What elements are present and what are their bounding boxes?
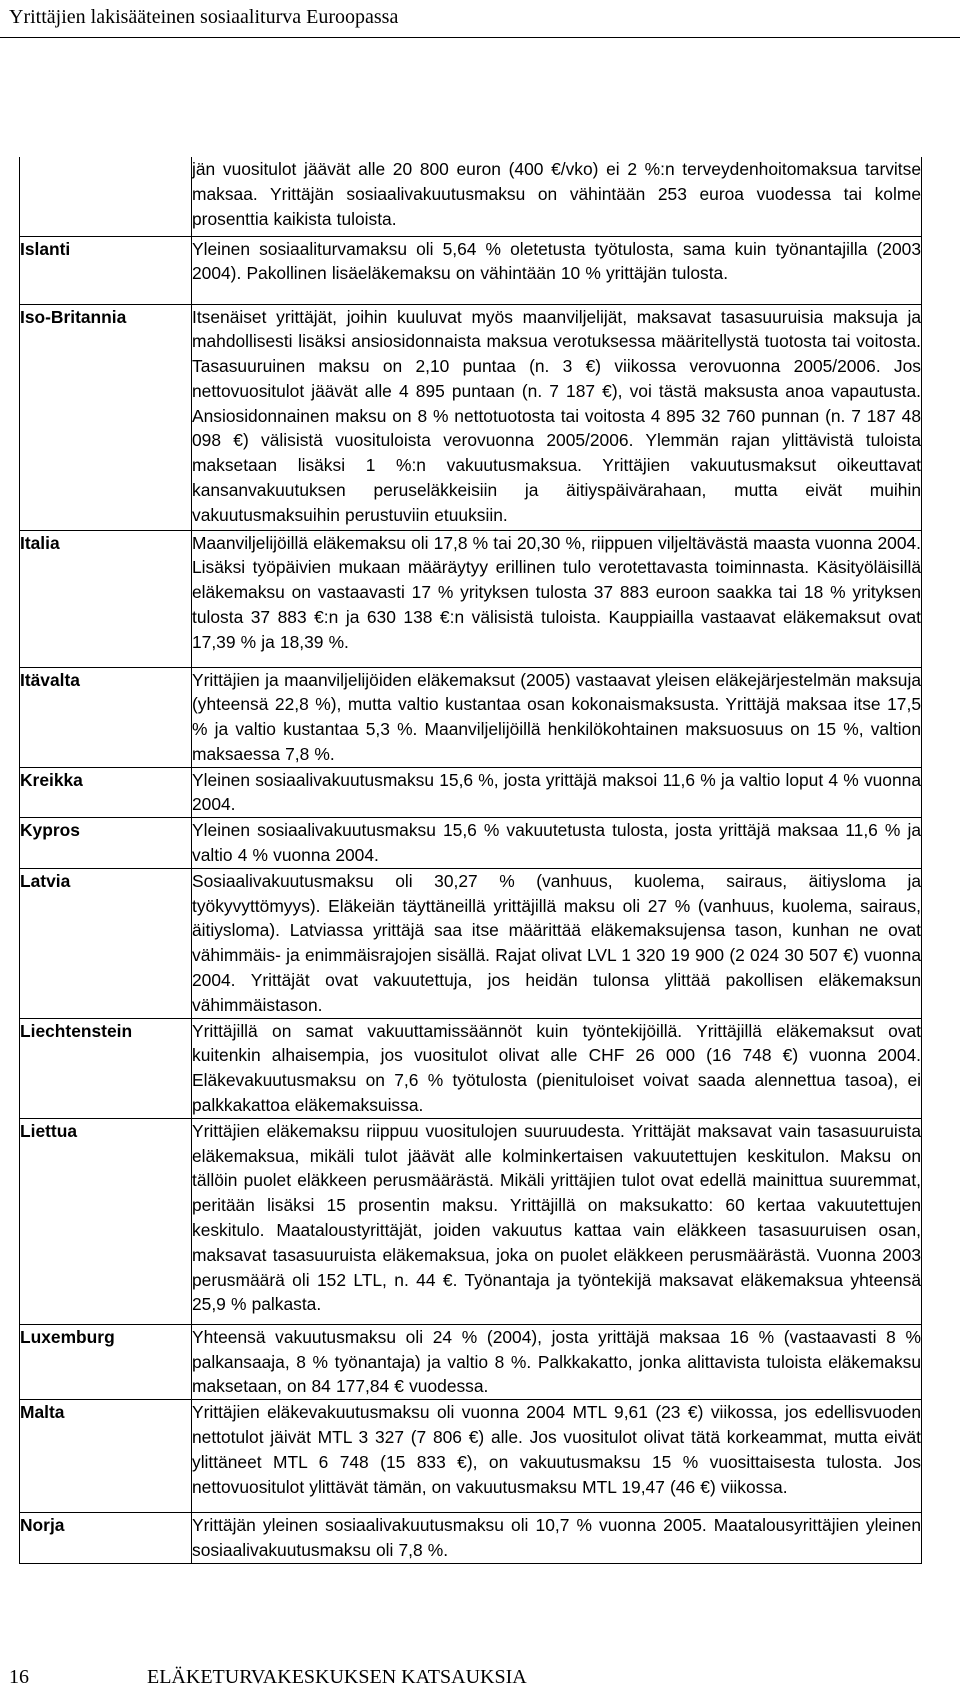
table-row (20, 1400, 922, 1513)
country-name: Kreikka (20, 767, 192, 818)
country-description: Yrittäjien ja maanviljelijöiden eläkemaksut (2005) vastaavat yleisen eläkejärjestelmän maksuja (yhteensä 22,8 %), mutta valtio kustantaa osan kokonaismaksusta. Yrittäjä maksaa itse 17,5 % ja valtio kustantaa 5,3 %. Maanviljelijöillä henkilökohtainen maksuosuus on 15 %, valtion maksaessa 7,8 %. (192, 667, 922, 767)
table-row (20, 667, 922, 767)
country-description: Yrittäjien eläkemaksu riippuu vuositulojen suuruudesta. Yrittäjät maksavat vain tasasuuruista eläkemaksua, mikäli tulot jäävät alle kolminkertaisen vakuutettujen keskitulon. Maksu on tällöin puolet eläkkeen perusmäärästä. Mikäli yrittäjien tulot ovat edellä mainittua suuremmat, peritään lisäksi 15 prosentin maksu. Yrittäjillä on maksukatto: 60 kertaa vakuutettujen keskitulo. Maataloustyrittäjät, joiden vakuutus kattaa vain eläkkeen tasasuuruisen osan, maksavat tasasuuruista eläkemaksua, joka on puolet eläkkeen perusmäärästä. Vuonna 2003 perusmäärä oli 152 LTL, n. 44 €. Työnantaja ja työntekijä maksavat eläkemaksua yhteensä 25,9 % palkasta. (192, 1118, 922, 1324)
country-name: Luxemburg (20, 1324, 192, 1399)
publication-name: ELÄKETURVAKESKUKSEN KATSAUKSIA (147, 1666, 527, 1688)
country-description: Yleinen sosiaaliturvamaksu oli 5,64 % oletetusta työtulosta, sama kuin työnantajilla (2003 2004). Pakollinen lisäeläkemaksu on vähintään 10 % yrittäjän tulosta. (192, 236, 922, 304)
country-description: Yhteensä vakuutusmaksu oli 24 % (2004), josta yrittäjä maksaa 16 % (vastaavasti 8 % palkansaaja, 8 % työnantaja) ja valtio 8 %. Palkkakatto, jonka alittavista tuloista eläkemaksu maksetaan, on 84 177,84 € vuodessa. (192, 1324, 922, 1399)
country-description: Yrittäjien eläkevakuutusmaksu oli vuonna 2004 MTL 9,61 (23 €) viikossa, jos edellisvuoden nettotulot jäivät MTL 3 327 (7 806 €) alle. Jos vuositulot olivat tätä korkeammat, mutta eivät ylittäneet MTL 6 748 (15 833 €), on vakuutusmaksu 15 % vuosittaisesta tulosta. Jos nettovuositulot ylittävät tämän, on vakuutusmaksu MTL 19,47 (46 €) viikossa. (192, 1400, 922, 1513)
table-row (20, 868, 922, 1018)
country-name: Liechtenstein (20, 1018, 192, 1118)
running-header (0, 0, 960, 38)
table-row (20, 1513, 922, 1564)
page-footer (9, 1665, 527, 1689)
country-description: Itsenäiset yrittäjät, joihin kuuluvat myös maanviljelijät, maksavat tasasuuruisia maksuja ja mahdollisesti lisäksi ansiosidonnaista maksua verotuksessa määritellystä tuotosta tai voitosta. Tasasuuruinen maksu on 2,10 puntaa (n. 3 €) viikossa verovuonna 2005/2006. Jos nettovuositulot jäävät alle 4 895 puntaan (n. 7 187 €), voi tästä maksusta anoa vapautusta. Ansiosidonnainen maksu on 8 % nettotuotosta tai voitosta 4 895 32 760 punnan (n. 7 187 48 098 €) välisistä vuosituloista verovuonna 2005/2006. Ylemmän rajan ylittävistä tuloista maksetaan lisäksi 1 %:n vakuutusmaksua. Yrittäjien vakuutusmaksut oikeuttavat kansanvakuutuksen peruseläkkeisiin ja äitiyspäivärahaan, mutta eivät muihin vakuutusmaksuihin perustuviin etuuksiin. (192, 304, 922, 530)
table-row (20, 304, 922, 530)
country-name: Norja (20, 1513, 192, 1564)
country-name: Iso-Britannia (20, 304, 192, 530)
page-number: 16 (9, 1666, 29, 1688)
running-title: Yrittäjien lakisääteinen sosiaaliturva Euroopassa (9, 6, 399, 28)
table-row (20, 767, 922, 818)
country-name (20, 157, 192, 236)
table-row (20, 1324, 922, 1399)
table-row (20, 818, 922, 869)
country-name: Liettua (20, 1118, 192, 1324)
country-description: jän vuositulot jäävät alle 20 800 euron (400 €/vko) ei 2 %:n terveydenhoitomaksua tarvitse maksaa. Yrittäjän sosiaalivakuutusmaksu on vähintään 253 euroa vuodessa tai kolme prosenttia kaikista tuloista. (192, 157, 922, 236)
country-name: Italia (20, 530, 192, 667)
table-row (20, 1018, 922, 1118)
country-name: Islanti (20, 236, 192, 304)
country-description: Yleinen sosiaalivakuutusmaksu 15,6 %, josta yrittäjä maksoi 11,6 % ja valtio loput 4 % vuonna 2004. (192, 767, 922, 818)
country-name: Latvia (20, 868, 192, 1018)
country-description: Sosiaalivakuutusmaksu oli 30,27 % (vanhuus, kuolema, sairaus, äitiysloma ja työkyvyttömyys). Eläkeiän täyttäneillä yrittäjillä maksu oli 27 % (vanhuus, kuolema, sairaus, äitiysloma). Latviassa yrittäjä saa itse määrittää eläkemaksujensa tason, kunhan ne ovat vähimmäis- ja enimmäisrajojen sisällä. Rajat olivat LVL 1 320 19 900 (2 024 30 507 €) vuonna 2004. Yrittäjät ovat vakuutettuja, jos heidän tulonsa ylittää pakollisen eläkemaksun vähimmäistason. (192, 868, 922, 1018)
country-description: Yleinen sosiaalivakuutusmaksu 15,6 % vakuutetusta tulosta, josta yrittäjä maksaa 11,6 % ja valtio 4 % vuonna 2004. (192, 818, 922, 869)
country-description: Yrittäjän yleinen sosiaalivakuutusmaksu oli 10,7 % vuonna 2005. Maatalousyrittäjien yleinen sosiaalivakuutusmaksu oli 7,8 %. (192, 1513, 922, 1564)
table-row (20, 236, 922, 304)
country-name: Malta (20, 1400, 192, 1513)
table-row (20, 1118, 922, 1324)
table-row (20, 157, 922, 236)
country-description: Yrittäjillä on samat vakuuttamissäännöt kuin työntekijöillä. Yrittäjillä eläkemaksut ovat kuitenkin alhaisempia, jos vuositulot olivat alle CHF 26 000 (16 748 €) vuonna 2004. Eläkevakuutusmaksu on 7,6 % työtulosta (pienituloiset voivat saada alennettua tasoa), ei palkkakattoa eläkemaksuissa. (192, 1018, 922, 1118)
country-name: Itävalta (20, 667, 192, 767)
table-row (20, 530, 922, 667)
country-description: Maanviljelijöillä eläkemaksu oli 17,8 % tai 20,30 %, riippuen viljeltävästä maasta vuonna 2004. Lisäksi työpäivien mukaan määräytyy erillinen tulo verotettavasta toiminnasta. Käsityöläisillä eläkemaksu on vastaavasti 17 % yrityksen tulosta 37 883 euroon saakka tai 18 % yrityksen tulosta 37 883 €:n ja 630 138 €:n välisistä tuloista. Kauppiailla vastaavat eläkemaksut ovat 17,39 % ja 18,39 %. (192, 530, 922, 667)
country-name: Kypros (20, 818, 192, 869)
country-contribution-table (19, 157, 922, 1564)
